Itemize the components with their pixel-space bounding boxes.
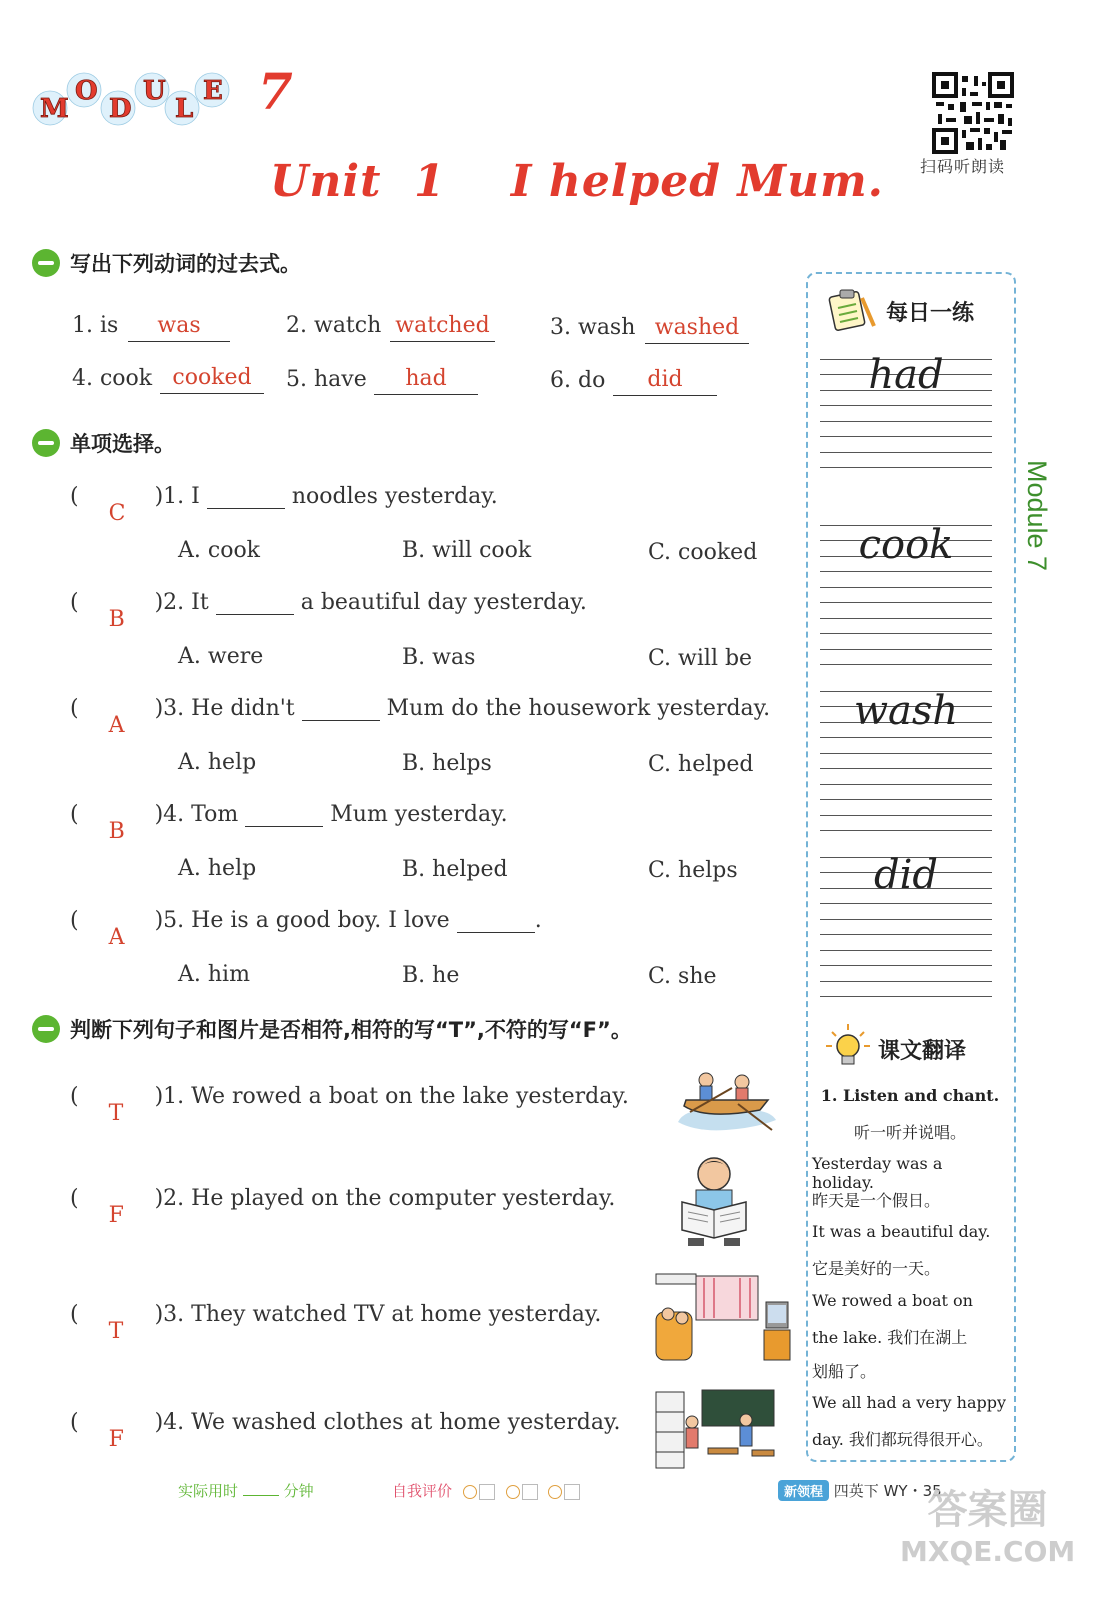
section-three-icon	[32, 1015, 60, 1043]
question-stem: .	[534, 908, 542, 933]
answer-field[interactable]: did	[613, 366, 717, 396]
translation-title: 课文翻译	[878, 1038, 967, 1064]
choice-answer: A	[108, 713, 125, 738]
rating-box[interactable]	[522, 1484, 538, 1500]
question-stem: It	[191, 590, 209, 615]
question-stem: Mum do the housework yesterday.	[386, 696, 771, 721]
translation-line: 划船了。	[812, 1362, 877, 1381]
answer-blank[interactable]	[302, 699, 380, 721]
answer-blank[interactable]	[245, 805, 323, 827]
question-row: ( B )2. It a beautiful day yesterday.	[70, 590, 587, 632]
minutes-label: 分钟	[283, 1482, 314, 1500]
self-eval-label: 自我评价	[392, 1482, 453, 1500]
sad-face-icon	[548, 1485, 562, 1499]
rating-box[interactable]	[564, 1484, 580, 1500]
verb-prompt: 4. cook	[72, 366, 153, 391]
translation-line: Yesterday was a holiday.	[812, 1154, 943, 1192]
judge-sentence: )1. We rowed a boat on the lake yesterday.	[154, 1084, 629, 1109]
smile-face-icon	[463, 1485, 477, 1499]
section-header-3	[32, 1014, 632, 1044]
module-letter: U	[143, 76, 166, 106]
side-tab-label: Module 7	[1022, 460, 1052, 572]
question-stem: Mum yesterday.	[330, 802, 508, 827]
grade-label: 四英下	[833, 1482, 879, 1500]
question-stem: He is a good boy. I love	[191, 908, 450, 933]
neutral-face-icon	[506, 1485, 520, 1499]
clipboard-icon	[826, 286, 878, 336]
question-stem: noodles yesterday.	[291, 484, 498, 509]
choice-answer: C	[108, 501, 126, 526]
watermark-bottom: MXQE.COM	[900, 1535, 1076, 1568]
practice-word: did	[873, 852, 938, 898]
choice-answer: B	[108, 607, 125, 632]
page-number: WY・35	[883, 1482, 942, 1500]
option-b[interactable]: B. helps	[402, 751, 492, 776]
self-evaluation	[392, 1480, 580, 1501]
lightbulb-icon	[826, 1024, 870, 1074]
judge-sentence: )4. We washed clothes at home yesterday.	[154, 1410, 621, 1435]
option-b[interactable]: B. will cook	[402, 538, 532, 563]
option-c[interactable]: C. will be	[648, 646, 753, 671]
judge-row: ( T )3. They watched TV at home yesterday.	[70, 1302, 602, 1344]
practice-word: cook	[858, 522, 954, 568]
verb-prompt: 3. wash	[550, 315, 636, 340]
translation-header	[826, 1024, 966, 1074]
section-header-2	[32, 428, 175, 458]
qr-code[interactable]	[932, 72, 1014, 154]
judge-row: ( F )2. He played on the computer yesterday.	[70, 1186, 616, 1228]
question-row: ( C )1. I noodles yesterday.	[70, 484, 498, 526]
question-row: ( A )3. He didn't Mum do the housework yesterday.	[70, 696, 771, 738]
boy-reading-picture	[674, 1154, 754, 1254]
judge-row: ( T )1. We rowed a boat on the lake yesterday.	[70, 1084, 629, 1126]
time-blank[interactable]	[243, 1495, 279, 1496]
daily-practice-header	[826, 286, 974, 336]
section-header-1	[32, 248, 301, 278]
rowing-boat-picture	[676, 1066, 780, 1140]
unit-title: Unit 1 I helped Mum.	[270, 156, 884, 207]
judge-sentence: )3. They watched TV at home yesterday.	[154, 1302, 602, 1327]
translation-line: the lake. 我们在湖上	[812, 1328, 968, 1347]
answer-field[interactable]: was	[128, 312, 230, 342]
verb-prompt: 1. is	[72, 313, 119, 338]
module-letter: E	[203, 76, 223, 106]
module-logo	[32, 68, 232, 128]
practice-word: wash	[853, 688, 959, 734]
question-number: )5.	[154, 908, 185, 933]
practice-word: had	[868, 352, 944, 398]
option-a[interactable]: A. help	[178, 750, 257, 775]
watching-tv-picture	[652, 1272, 792, 1368]
translation-line: We rowed a boat on	[812, 1291, 973, 1310]
option-a[interactable]: A. cook	[178, 538, 261, 563]
section-one-icon	[32, 249, 60, 277]
choice-answer: B	[108, 819, 125, 844]
judge-answer: T	[108, 1101, 124, 1126]
module-letter: O	[75, 76, 98, 106]
judge-answer: F	[108, 1427, 124, 1452]
module-letter: L	[175, 94, 194, 124]
classroom-picture	[652, 1386, 778, 1476]
question-row: ( A )5. He is a good boy. I love .	[70, 908, 542, 950]
watermark-top: 答案圈	[927, 1487, 1048, 1533]
question-stem: I	[191, 484, 200, 509]
choice-answer: A	[108, 925, 125, 950]
answer-field[interactable]: washed	[645, 314, 749, 344]
answer-field[interactable]: watched	[390, 312, 495, 342]
time-used	[178, 1480, 314, 1501]
option-c[interactable]: C. she	[648, 964, 717, 989]
judge-answer: T	[108, 1319, 124, 1344]
verb-prompt: 5. have	[286, 367, 367, 392]
answer-field[interactable]: cooked	[160, 364, 264, 394]
option-c[interactable]: C. helps	[648, 858, 738, 883]
module-side-tab	[1018, 456, 1058, 596]
section-title: 单项选择。	[70, 432, 175, 456]
option-a[interactable]: A. were	[178, 644, 264, 669]
question-number: )2.	[154, 590, 185, 615]
translation-heading-en: 1. Listen and chant.	[820, 1086, 1000, 1105]
question-stem: He didn't	[191, 696, 295, 721]
answer-field[interactable]: had	[374, 365, 478, 395]
rating-box[interactable]	[479, 1484, 495, 1500]
section-title: 判断下列句子和图片是否相符,相符的写“T”,不符的写“F”。	[70, 1018, 632, 1042]
judge-row: ( F )4. We washed clothes at home yesterday.	[70, 1410, 621, 1452]
translation-line: 它是美好的一天。	[812, 1259, 941, 1278]
verb-prompt: 6. do	[550, 368, 606, 393]
answer-blank[interactable]	[207, 487, 285, 509]
judge-sentence: )2. He played on the computer yesterday.	[154, 1186, 616, 1211]
brand-badge: 新领程	[778, 1480, 829, 1501]
translation-line: It was a beautiful day.	[812, 1222, 991, 1241]
question-stem: a beautiful day yesterday.	[300, 590, 587, 615]
judge-answer: F	[108, 1203, 124, 1228]
question-number: )3.	[154, 696, 185, 721]
translation-heading-cn: 听一听并说唱。	[853, 1123, 966, 1142]
option-b[interactable]: B. was	[402, 645, 476, 670]
translation-line: 昨天是一个假日。	[812, 1191, 941, 1210]
option-a[interactable]: A. help	[178, 856, 257, 881]
option-b[interactable]: B. helped	[402, 857, 508, 882]
option-a[interactable]: A. him	[178, 962, 250, 987]
option-c[interactable]: C. cooked	[648, 540, 758, 565]
question-row: ( B )4. Tom Mum yesterday.	[70, 802, 508, 844]
option-c[interactable]: C. helped	[648, 752, 754, 777]
answer-blank[interactable]	[457, 911, 535, 933]
daily-practice-title: 每日一练	[886, 300, 975, 326]
question-stem: Tom	[191, 802, 239, 827]
translation-line: day. 我们都玩得很开心。	[812, 1430, 993, 1449]
option-b[interactable]: B. he	[402, 963, 460, 988]
question-number: )4.	[154, 802, 185, 827]
translation-line: We all had a very happy	[812, 1393, 1006, 1412]
module-letter: D	[109, 94, 132, 124]
watermark-logo	[900, 1478, 1075, 1588]
section-title: 写出下列动词的过去式。	[70, 252, 301, 276]
module-number: 7	[258, 62, 293, 121]
section-two-icon	[32, 429, 60, 457]
answer-blank[interactable]	[216, 593, 294, 615]
module-letter: M	[40, 94, 69, 124]
time-label: 实际用时	[178, 1482, 239, 1500]
qr-caption: 扫码听朗读	[920, 157, 1006, 176]
question-number: )1.	[154, 484, 185, 509]
verb-prompt: 2. watch	[286, 313, 382, 338]
